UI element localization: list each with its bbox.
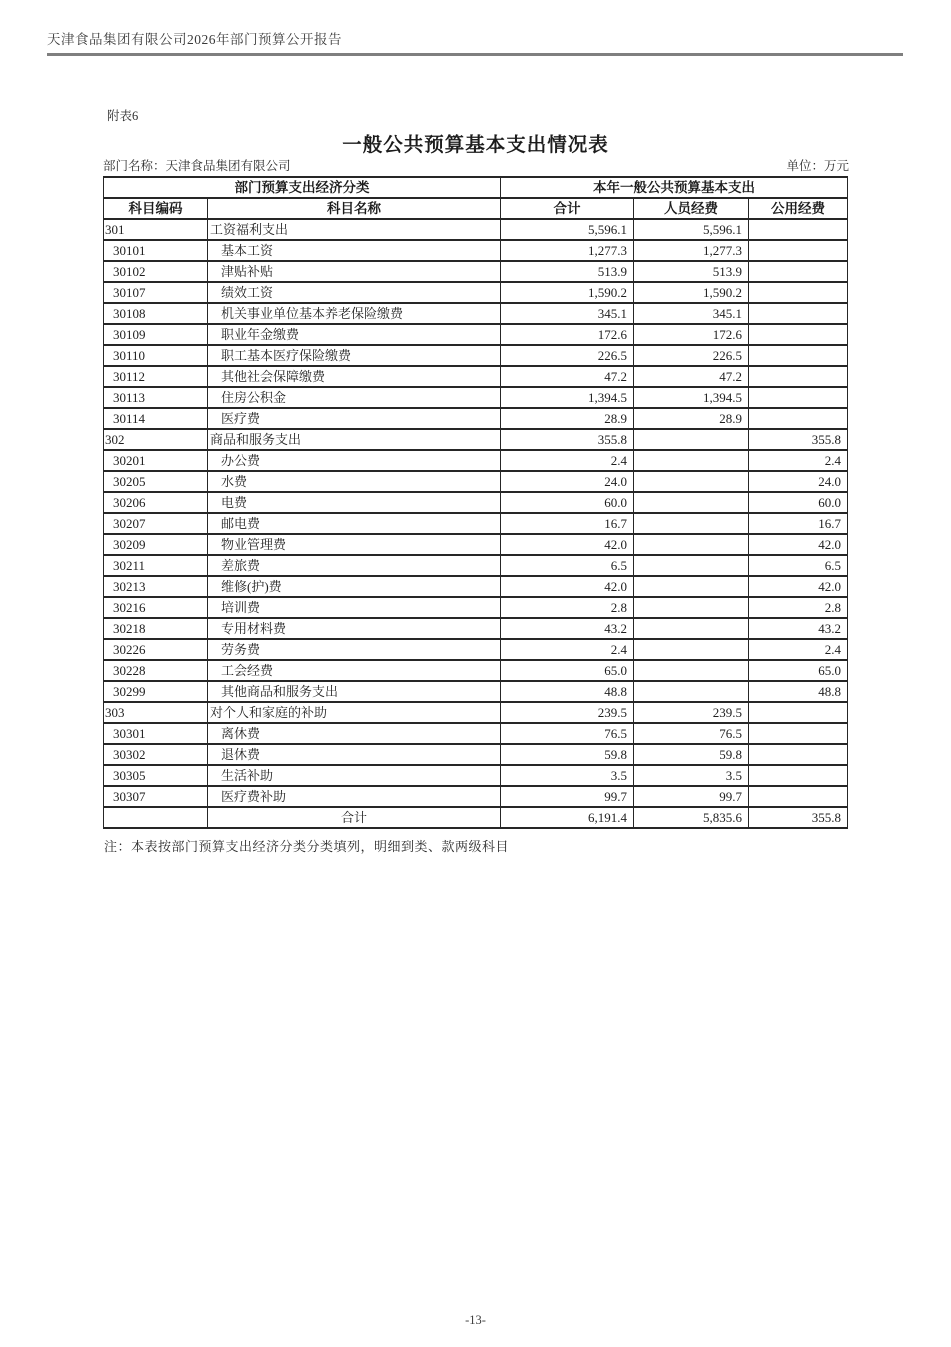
personnel-cell [634,471,749,492]
total-label-cell: 合计 [208,807,501,828]
subject-code-cell: 30207 [104,513,208,534]
public-cell: 6.5 [749,555,848,576]
table-row [104,492,848,513]
subject-code-cell: 301 [104,219,208,240]
table-row [104,597,848,618]
table-row [104,555,848,576]
column-header-public: 公用经费 [749,198,848,219]
total-cell: 24.0 [501,471,634,492]
table-row [104,408,848,429]
public-cell [749,765,848,786]
total-cell: 76.5 [501,723,634,744]
subject-name-cell: 培训费 [208,597,501,618]
public-cell [749,345,848,366]
subject-code-cell: 30218 [104,618,208,639]
public-cell [749,303,848,324]
public-cell [749,744,848,765]
budget-table [103,176,848,829]
personnel-cell: 3.5 [634,765,749,786]
public-cell: 2.8 [749,597,848,618]
public-cell [749,282,848,303]
table-row [104,723,848,744]
public-cell [749,366,848,387]
personnel-cell [634,534,749,555]
subject-code-cell: 30107 [104,282,208,303]
personnel-cell: 99.7 [634,786,749,807]
table-row [104,366,848,387]
personnel-total-cell: 5,835.6 [634,807,749,828]
public-cell: 65.0 [749,660,848,681]
personnel-cell [634,492,749,513]
personnel-cell: 47.2 [634,366,749,387]
public-cell: 60.0 [749,492,848,513]
total-cell: 2.4 [501,639,634,660]
personnel-cell: 76.5 [634,723,749,744]
table-row [104,660,848,681]
table-row [104,303,848,324]
personnel-cell: 226.5 [634,345,749,366]
total-cell: 6.5 [501,555,634,576]
total-cell: 355.8 [501,429,634,450]
public-cell [749,723,848,744]
personnel-cell: 1,277.3 [634,240,749,261]
total-cell: 47.2 [501,366,634,387]
subject-code-cell: 30307 [104,786,208,807]
public-cell: 48.8 [749,681,848,702]
personnel-cell: 239.5 [634,702,749,723]
personnel-cell [634,555,749,576]
public-cell [749,324,848,345]
total-cell: 99.7 [501,786,634,807]
public-cell: 43.2 [749,618,848,639]
subject-name-cell: 退休费 [208,744,501,765]
subject-name-cell: 邮电费 [208,513,501,534]
subject-code-cell: 30114 [104,408,208,429]
subject-name-cell: 离休费 [208,723,501,744]
subject-name-cell: 商品和服务支出 [208,429,501,450]
subject-code-cell: 30305 [104,765,208,786]
subject-code-cell: 303 [104,702,208,723]
personnel-cell: 513.9 [634,261,749,282]
table-row [104,681,848,702]
public-cell [749,219,848,240]
column-header-personnel: 人员经费 [634,198,749,219]
table-body [104,219,848,828]
personnel-cell [634,660,749,681]
personnel-cell [634,429,749,450]
subject-code-cell: 30113 [104,387,208,408]
public-cell [749,408,848,429]
personnel-cell: 59.8 [634,744,749,765]
total-cell: 60.0 [501,492,634,513]
subject-name-cell: 电费 [208,492,501,513]
table-row [104,744,848,765]
unit-label: 单位：万元 [786,159,849,173]
subject-name-cell: 水费 [208,471,501,492]
total-cell: 226.5 [501,345,634,366]
public-cell [749,702,848,723]
subject-code-cell: 30228 [104,660,208,681]
personnel-cell [634,597,749,618]
attachment-label: 附表6 [107,109,139,123]
public-cell: 2.4 [749,450,848,471]
total-cell: 239.5 [501,702,634,723]
group-header-basic-expenditure: 本年一般公共预算基本支出 [501,177,848,198]
subject-name-cell: 其他商品和服务支出 [208,681,501,702]
subject-code-cell: 30206 [104,492,208,513]
total-cell: 43.2 [501,618,634,639]
column-header-row [104,198,848,219]
table-row [104,429,848,450]
page-title: 一般公共预算基本支出情况表 [342,135,609,156]
subject-code-cell: 30205 [104,471,208,492]
personnel-cell: 1,394.5 [634,387,749,408]
column-header-total: 合计 [501,198,634,219]
public-cell [749,240,848,261]
subject-code-cell: 30216 [104,597,208,618]
subject-name-cell: 办公费 [208,450,501,471]
subject-name-cell: 医疗费补助 [208,786,501,807]
table-row [104,639,848,660]
table-row [104,618,848,639]
subject-code-cell: 30108 [104,303,208,324]
personnel-cell [634,681,749,702]
table-row [104,387,848,408]
personnel-cell: 345.1 [634,303,749,324]
personnel-cell [634,576,749,597]
public-cell: 24.0 [749,471,848,492]
public-cell [749,261,848,282]
public-cell [749,387,848,408]
subject-name-cell: 医疗费 [208,408,501,429]
subject-code-cell: 30112 [104,366,208,387]
subject-name-cell: 其他社会保障缴费 [208,366,501,387]
subject-name-cell: 职业年金缴费 [208,324,501,345]
total-cell: 2.4 [501,450,634,471]
subject-name-cell: 物业管理费 [208,534,501,555]
page-number: -13- [465,1313,486,1327]
total-cell: 42.0 [501,576,634,597]
table-row [104,765,848,786]
public-cell: 355.8 [749,429,848,450]
public-total-cell: 355.8 [749,807,848,828]
subject-code-cell: 30213 [104,576,208,597]
total-cell: 65.0 [501,660,634,681]
subject-code-cell: 30302 [104,744,208,765]
total-cell: 1,277.3 [501,240,634,261]
subject-name-cell: 维修(护)费 [208,576,501,597]
personnel-cell: 5,596.1 [634,219,749,240]
subject-code-cell: 30109 [104,324,208,345]
table-row [104,534,848,555]
group-header-classification: 部门预算支出经济分类 [104,177,501,198]
public-cell: 42.0 [749,534,848,555]
table-note: 注：本表按部门预算支出经济分类分类填列，明细到类、款两级科目 [104,839,510,854]
grand-total-cell: 6,191.4 [501,807,634,828]
total-cell: 345.1 [501,303,634,324]
total-cell: 42.0 [501,534,634,555]
table-row [104,240,848,261]
total-cell: 28.9 [501,408,634,429]
subject-name-cell: 职工基本医疗保险缴费 [208,345,501,366]
table-row [104,219,848,240]
subject-name-cell: 工会经费 [208,660,501,681]
public-cell: 2.4 [749,639,848,660]
total-code-cell [104,807,208,828]
subject-name-cell: 住房公积金 [208,387,501,408]
table-header [104,177,848,219]
personnel-cell [634,450,749,471]
subject-name-cell: 劳务费 [208,639,501,660]
total-cell: 1,394.5 [501,387,634,408]
table-row [104,261,848,282]
subject-code-cell: 30226 [104,639,208,660]
subject-code-cell: 30211 [104,555,208,576]
subject-name-cell: 绩效工资 [208,282,501,303]
personnel-cell [634,639,749,660]
subject-code-cell: 30209 [104,534,208,555]
subject-code-cell: 30201 [104,450,208,471]
personnel-cell [634,618,749,639]
subject-name-cell: 专用材料费 [208,618,501,639]
subject-name-cell: 机关事业单位基本养老保险缴费 [208,303,501,324]
public-cell: 42.0 [749,576,848,597]
subject-name-cell: 差旅费 [208,555,501,576]
subject-code-cell: 30301 [104,723,208,744]
personnel-cell: 1,590.2 [634,282,749,303]
header-rule [47,53,903,56]
table-row [104,513,848,534]
subject-name-cell: 对个人和家庭的补助 [208,702,501,723]
table-row [104,786,848,807]
table-row [104,324,848,345]
table-row [104,450,848,471]
subject-name-cell: 津贴补贴 [208,261,501,282]
total-cell: 48.8 [501,681,634,702]
subject-code-cell: 30102 [104,261,208,282]
total-cell: 3.5 [501,765,634,786]
subject-code-cell: 30101 [104,240,208,261]
total-cell: 16.7 [501,513,634,534]
subject-code-cell: 302 [104,429,208,450]
subject-code-cell: 30299 [104,681,208,702]
total-cell: 513.9 [501,261,634,282]
total-cell: 1,590.2 [501,282,634,303]
total-cell: 2.8 [501,597,634,618]
subject-name-cell: 生活补助 [208,765,501,786]
subject-name-cell: 工资福利支出 [208,219,501,240]
subject-code-cell: 30110 [104,345,208,366]
table-row [104,702,848,723]
table-row [104,576,848,597]
total-cell: 172.6 [501,324,634,345]
subject-name-cell: 基本工资 [208,240,501,261]
total-cell: 5,596.1 [501,219,634,240]
column-header-subject-code: 科目编码 [104,198,208,219]
personnel-cell [634,513,749,534]
public-cell [749,786,848,807]
table-row [104,471,848,492]
report-header: 天津食品集团有限公司2026年部门预算公开报告 [47,32,342,47]
total-row [104,807,848,828]
table-row [104,282,848,303]
personnel-cell: 172.6 [634,324,749,345]
table-row [104,345,848,366]
table-meta-row [103,156,849,174]
group-header-row [104,177,848,198]
public-cell: 16.7 [749,513,848,534]
total-cell: 59.8 [501,744,634,765]
column-header-subject-name: 科目名称 [208,198,501,219]
personnel-cell: 28.9 [634,408,749,429]
department-name-label: 部门名称：天津食品集团有限公司 [103,159,291,173]
